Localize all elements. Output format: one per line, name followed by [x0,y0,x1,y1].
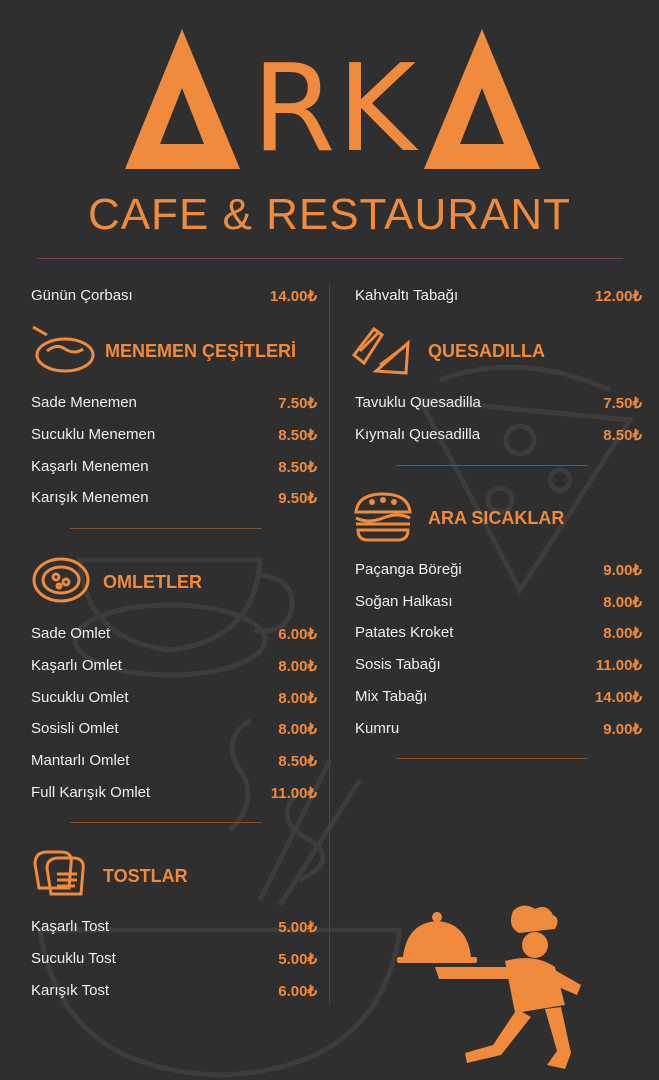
menu-item [355,287,642,309]
item-price: 12.00₺ [594,288,642,305]
column-divider [329,284,330,1004]
item-name: Sade Omlet [31,625,111,642]
item-name: Kahvaltı Tabağı [355,287,459,304]
item-price: 11.00₺ [270,785,317,802]
item-price: 8.00₺ [278,690,317,707]
item-price: 8.50₺ [278,753,317,770]
item-price: 14.00₺ [594,689,642,706]
menu-item [31,982,317,1004]
item-name: Kıymalı Quesadilla [355,426,481,443]
item-name: Sade Menemen [31,394,137,411]
section-title-menemen: MENEMEN ÇEŞİTLERİ [105,341,297,361]
menu-item [31,625,317,647]
item-price: 14.00₺ [269,288,317,305]
section-divider [70,528,262,529]
item-price: 9.00₺ [603,562,642,579]
item-name: Kaşarlı Menemen [31,458,149,475]
toast-icon [31,848,87,898]
item-name: Karışık Tost [31,982,110,999]
menu-item [355,624,642,646]
menu-item [31,458,317,480]
item-name: Kumru [355,720,400,737]
item-price: 8.50₺ [278,427,317,444]
item-name: Sosis Tabağı [355,656,441,673]
menu-item [31,918,317,940]
menu-item [31,426,317,448]
menu-item [31,489,317,511]
menu-item [355,593,642,615]
menu-item [355,656,642,678]
item-name: Soğan Halkası [355,593,453,610]
menu-item [31,394,317,416]
menu-item [31,657,317,679]
item-name: Mix Tabağı [355,688,428,705]
menu-item [31,720,317,742]
section-title-omletler: OMLETLER [103,572,202,592]
item-price: 6.00₺ [278,983,317,1000]
section-divider [397,465,587,466]
item-name: Patates Kroket [355,624,454,641]
item-price: 8.00₺ [278,658,317,675]
item-price: 7.50₺ [278,395,317,412]
section-divider [397,758,587,759]
item-price: 9.00₺ [603,721,642,738]
section-title-tostlar: TOSTLAR [103,866,188,886]
item-price: 6.00₺ [278,626,317,643]
menu-item [355,426,642,448]
item-name: Kaşarlı Tost [31,918,110,935]
item-name: Sucuklu Menemen [31,426,156,443]
sandwich-icon [350,325,412,377]
item-name: Sucuklu Omlet [31,689,129,706]
item-name: Tavuklu Quesadilla [355,394,481,411]
item-name: Mantarlı Omlet [31,752,130,769]
menu-item [355,720,642,742]
menu-item [31,287,317,309]
menu-item [31,950,317,972]
item-price: 5.00₺ [278,951,317,968]
item-name: Günün Çorbası [31,287,133,304]
item-name: Karışık Menemen [31,489,149,506]
chef-waiter-icon [395,905,590,1075]
item-price: 8.00₺ [603,594,642,611]
logo-text-rk: RK [251,40,419,179]
item-price: 8.00₺ [603,625,642,642]
item-price: 7.50₺ [603,395,642,412]
section-title-quesadilla: QUESADILLA [428,341,545,361]
item-name: Sosisli Omlet [31,720,119,737]
item-price: 8.50₺ [603,427,642,444]
header-divider [37,258,623,259]
item-price: 5.00₺ [278,919,317,936]
frying-pan-icon [29,325,97,375]
menu-item [355,394,642,416]
section-title-ara-sicaklar: ARA SICAKLAR [428,508,565,528]
item-name: Paçanga Böreği [355,561,462,578]
restaurant-subtitle: CAFE & RESTAURANT [87,190,572,239]
item-price: 9.50₺ [278,490,317,507]
item-name: Full Karışık Omlet [31,784,151,801]
item-name: Kaşarlı Omlet [31,657,122,674]
item-price: 8.00₺ [278,721,317,738]
section-divider [70,822,262,823]
item-price: 8.50₺ [278,459,317,476]
omelette-icon [31,555,91,605]
menu-item [31,752,317,774]
menu-item [31,689,317,711]
item-price: 11.00₺ [595,657,642,674]
menu-item [31,784,317,806]
menu-item [355,561,642,583]
menu-item [355,688,642,710]
item-name: Sucuklu Tost [31,950,116,967]
burger-icon [352,490,414,544]
